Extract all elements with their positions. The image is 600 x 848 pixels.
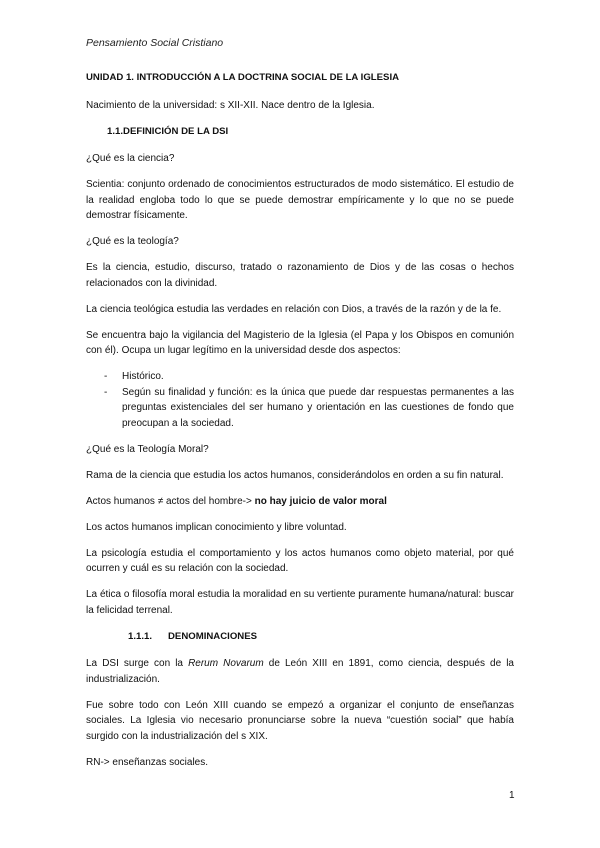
list-item-text: Según su finalidad y función: es la única que puede dar respuestas permanentes a las preguntas existenciales del ser humano y orientación en las cuestiones de fondo que preocupan a la sociedad. <box>122 386 514 429</box>
question-teologia-moral: ¿Qué es la Teología Moral? <box>86 443 209 455</box>
dsi-text-before: La DSI surge con la <box>86 658 189 669</box>
running-header: Pensamiento Social Cristiano <box>86 37 224 49</box>
unit-title: UNIDAD 1. INTRODUCCIÓN A LA DOCTRINA SOCIAL DE LA IGLESIA <box>86 72 400 83</box>
paragraph-teologia: Es la ciencia, estudio, discurso, tratado o razonamiento de Dios y de las cosas o hechos relacionados con la divinidad. <box>86 262 514 289</box>
section-title: DENOMINACIONES <box>168 630 258 642</box>
actos-bold-text: no hay juicio de valor moral <box>254 495 387 507</box>
paragraph-fue-sobre: Fue sobre todo con León XIII cuando se empezó a organizar el conjunto de enseñanzas sociales. La Iglesia vio necesario pronunciarse sobre la nueva “cuestión social” que había surgido con la industrialización del s XIX. <box>86 699 514 742</box>
page-number: 1 <box>509 790 515 801</box>
section-heading-1-1-1 <box>86 629 514 645</box>
list-item-text: Histórico. <box>122 371 164 382</box>
question-teologia: ¿Qué es la teología? <box>86 236 179 247</box>
paragraph-etica: La ética o filosofía moral estudia la moralidad en su vertiente puramente humana/natural: buscar la felicidad terrenal. <box>86 589 514 616</box>
section-title: DEFINICIÓN DE LA DSI <box>123 125 229 137</box>
paragraph-psicologia: La psicología estudia el comportamiento y los actos humanos como objeto material, por qué ocurren y cuál es su relación con la sociedad. <box>86 547 514 574</box>
aspects-list <box>86 369 514 431</box>
question-ciencia: ¿Qué es la ciencia? <box>86 153 175 164</box>
section-heading-1-1 <box>86 124 514 140</box>
list-dash: - <box>104 386 108 398</box>
document-body <box>86 70 514 781</box>
paragraph-actos <box>86 494 514 510</box>
dsi-text-after: de León XIII en 1891, como ciencia, después de la industrialización. <box>86 658 514 685</box>
rerum-novarum-italic: Rerum Novarum <box>188 658 264 669</box>
paragraph-scientia: Scientia: conjunto ordenado de conocimientos estructurados de modo sistemático. El estudio de la realidad engloba todo lo que se puede demostrar empíricamente y lo que no se puede demostrar físicamente. <box>86 179 514 221</box>
section-number: 1.1.1. <box>128 630 153 642</box>
list-dash: - <box>104 371 108 382</box>
list-item <box>86 369 514 385</box>
intro-paragraph: Nacimiento de la universidad: s XII-XII. Nace dentro de la Iglesia. <box>86 99 375 111</box>
paragraph-magisterio: Se encuentra bajo la vigilancia del Magisterio de la Iglesia (el Papa y los Obispos en comunión con él). Ocupa un lugar legítimo en la universidad desde dos aspectos: <box>86 329 514 356</box>
paragraph-rn: RN-> enseñanzas sociales. <box>86 756 209 768</box>
section-number: 1.1. <box>107 125 124 137</box>
paragraph-actos-implican: Los actos humanos implican conocimiento y libre voluntad. <box>86 521 347 533</box>
paragraph-rama: Rama de la ciencia que estudia los actos humanos, considerándolos en orden a su fin natural. <box>86 469 504 481</box>
list-item <box>86 385 514 432</box>
paragraph-ciencia-teologica: La ciencia teológica estudia las verdades en relación con Dios, a través de la razón y de la fe. <box>86 303 502 315</box>
paragraph-dsi-surge <box>86 656 514 687</box>
actos-text: Actos humanos ≠ actos del hombre-> <box>86 495 255 507</box>
